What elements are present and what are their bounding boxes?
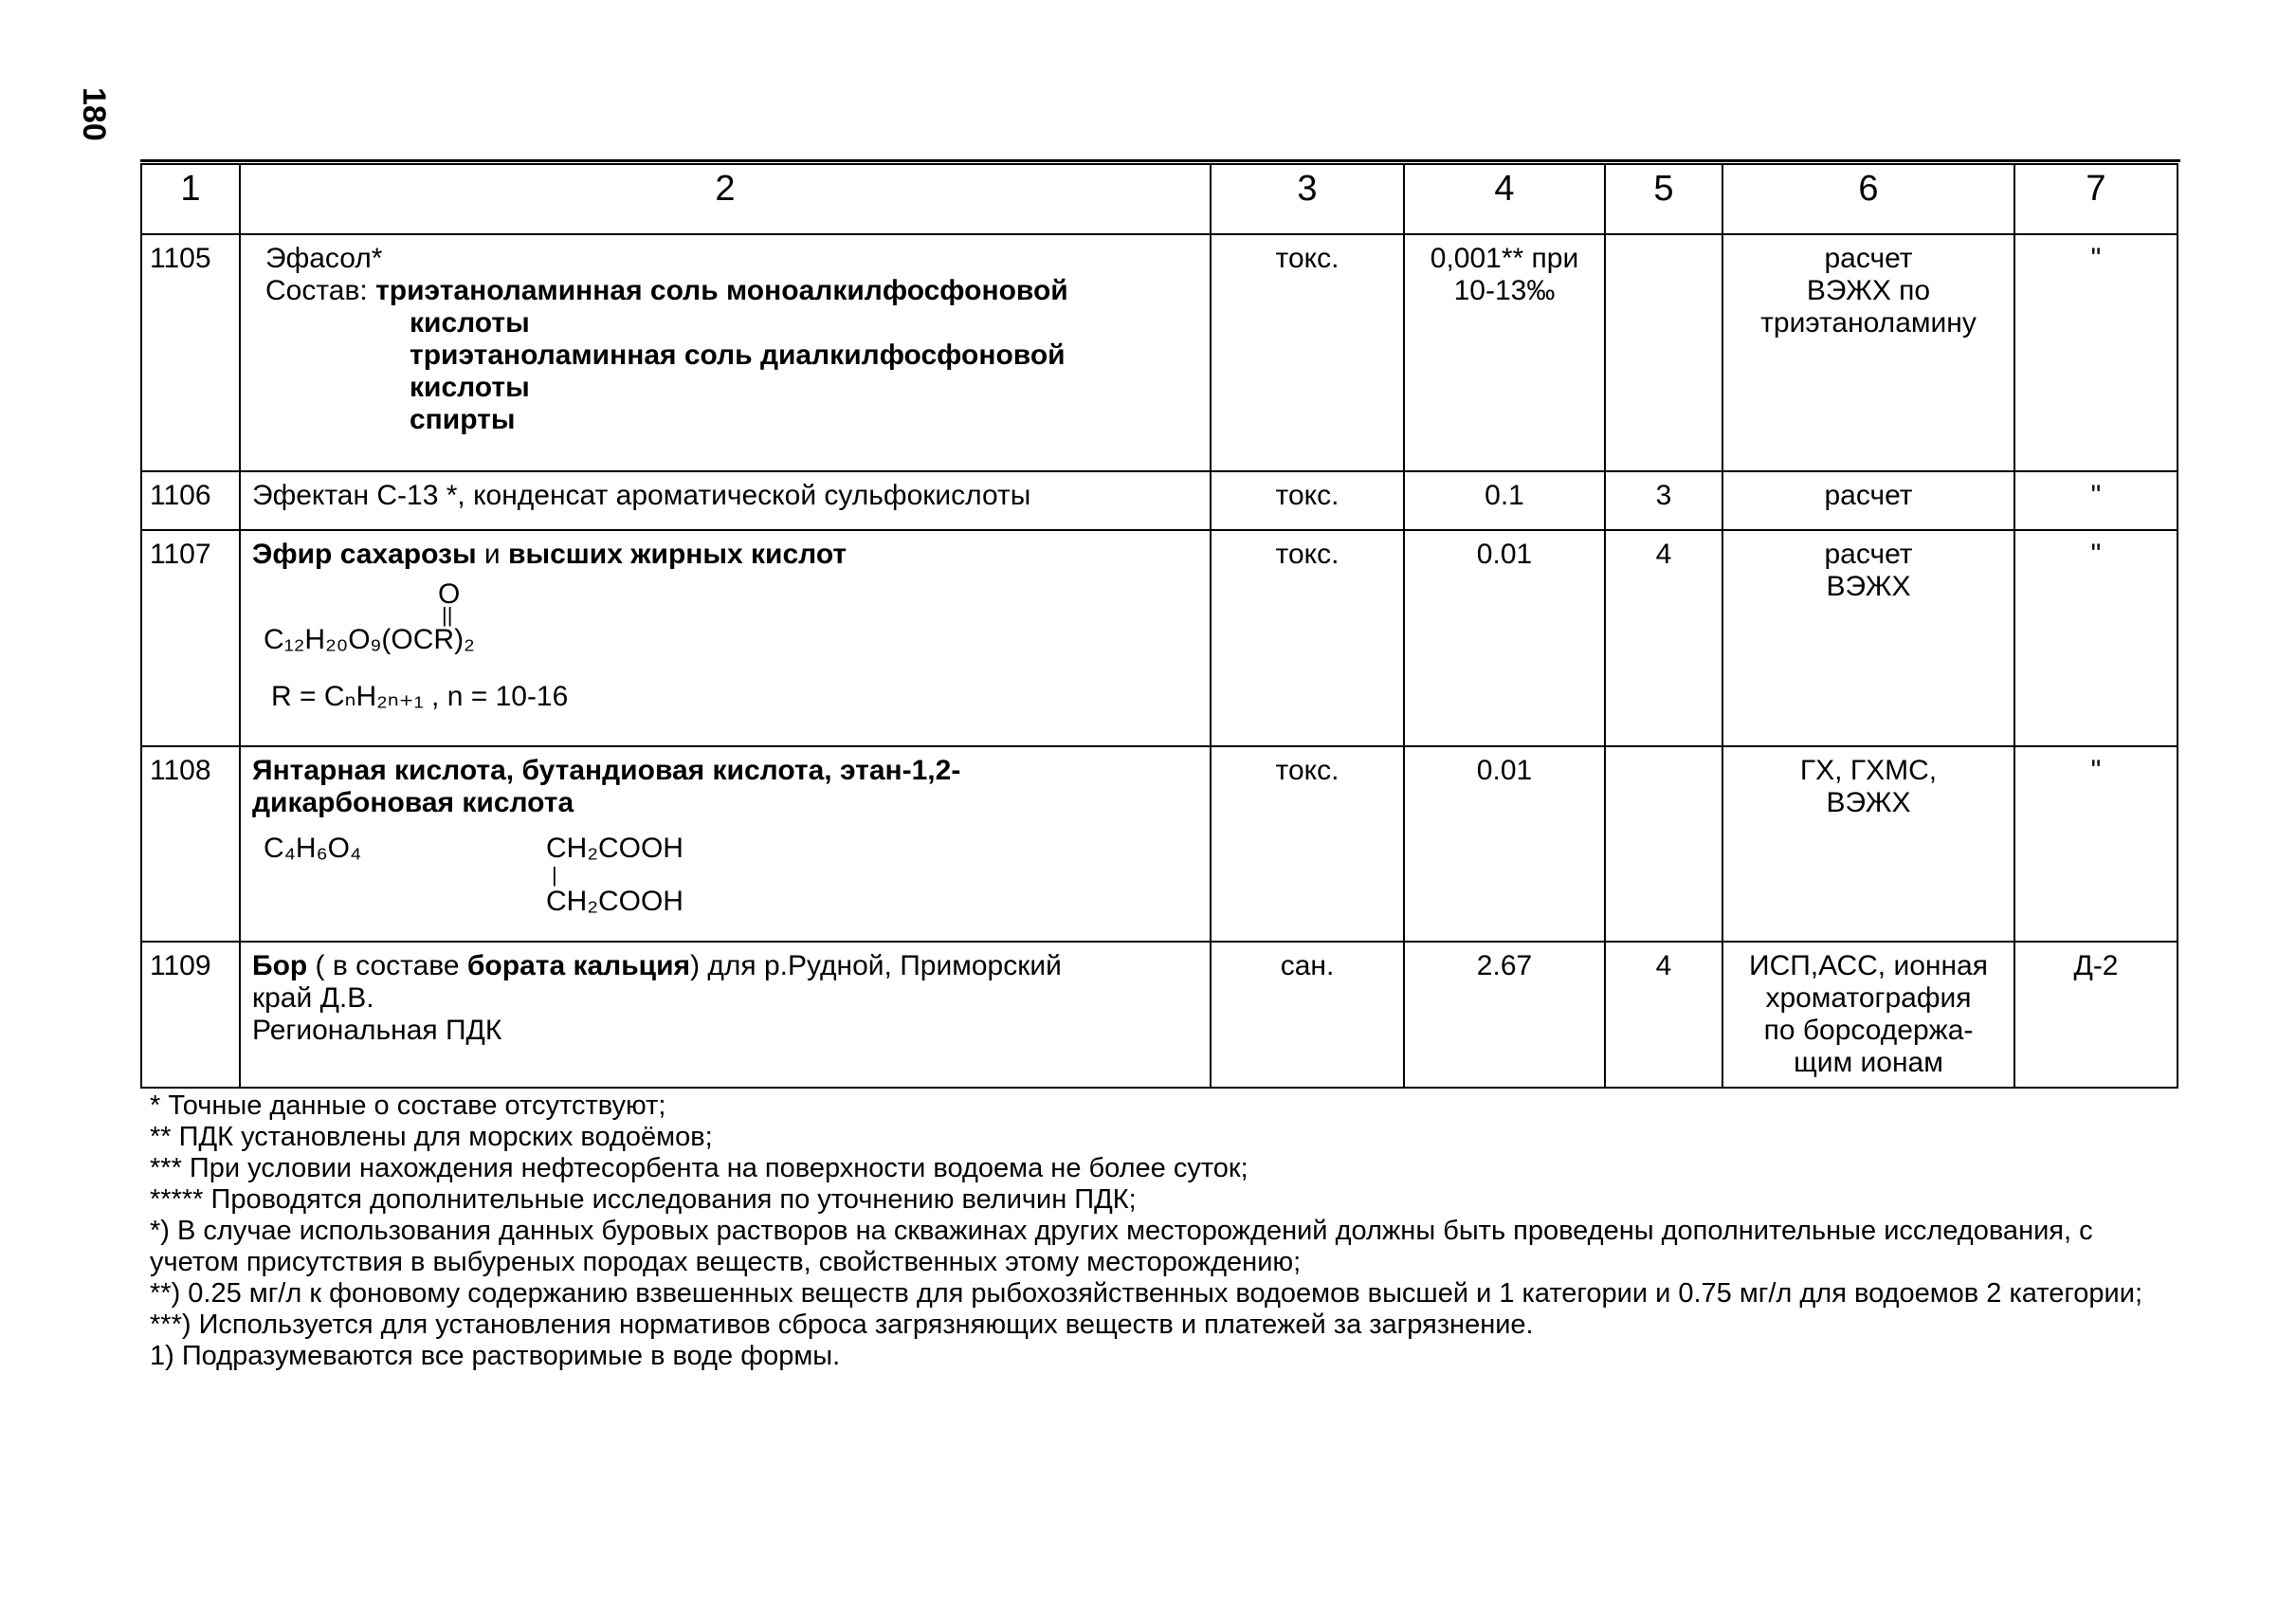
- class-cell: 3: [1605, 471, 1722, 530]
- substance-region: край Д.В.: [252, 982, 374, 1014]
- top-rule: [140, 159, 2180, 162]
- table-row: [141, 530, 2178, 746]
- method-cell: [1722, 746, 2014, 942]
- composition-item: спирты: [410, 404, 516, 435]
- footnote: *) В случае использования данных буровых растворов на скважинах других месторождений должны быть проведены дополнительные исследования, с учетом присутствия в выбуреных породах веществ, свойственных этому месторождению;: [150, 1216, 2093, 1277]
- table-row: [141, 746, 2178, 942]
- composition-item: кислоты: [410, 307, 530, 339]
- method-line: щим ионам: [1794, 1047, 1943, 1078]
- footnote: ***) Используется для установления нормативов сброса загрязняющих веществ и платежей за загрязнение.: [150, 1310, 1534, 1340]
- formula-gross: C₄H₆O₄: [264, 833, 362, 864]
- name-part: ) для р.Рудной, Приморский: [690, 950, 1062, 981]
- formula-top: CH₂COOH: [546, 833, 683, 864]
- formula-main: C₁₂H₂₀O₉(OCR)₂: [264, 624, 475, 655]
- substance-name: Эфектан С-13 *, конденсат ароматической сульфокислоты: [240, 471, 1211, 530]
- footnote: *** При условии нахождения нефтесорбента на поверхности водоема не более суток;: [150, 1153, 1248, 1183]
- hazard-cell: токс.: [1211, 746, 1404, 942]
- class-cell: [1605, 746, 1722, 942]
- method-line: ГХ, ГХМС,: [1799, 755, 1938, 786]
- substance-name: Эфасол*: [265, 243, 383, 274]
- row-number: 1105: [141, 234, 240, 471]
- formula-oxygen: O: [438, 578, 461, 610]
- method-line: триэтаноламину: [1760, 307, 1977, 339]
- formula-double-bond: ||: [442, 603, 453, 627]
- substance-cell: [240, 942, 1211, 1088]
- hazard-cell: токс.: [1211, 234, 1404, 471]
- row-number: 1109: [141, 942, 240, 1088]
- name-part: Бор: [252, 950, 308, 981]
- substance-name: [252, 539, 1198, 571]
- name-part: высших жирных кислот: [508, 539, 847, 570]
- footnote: * Точные данные о составе отсутствуют;: [150, 1090, 666, 1121]
- structural-formula: [252, 571, 1198, 713]
- col-header: 1: [141, 164, 240, 234]
- formula-bottom: CH₂COOH: [546, 886, 683, 917]
- row-number: 1106: [141, 471, 240, 530]
- table-row: [141, 471, 2178, 530]
- method-cell: [1722, 942, 2014, 1088]
- footnote: ***** Проводятся дополнительные исследования по уточнению величин ПДК;: [150, 1184, 1137, 1215]
- structural-formula: [252, 819, 1198, 925]
- col-header: 2: [240, 164, 1211, 234]
- composition-item: триэтаноламинная соль диалкилфосфоновой: [410, 339, 1066, 371]
- method-line: ИСП,АСС, ионная: [1749, 950, 1988, 981]
- composition-label: Состав:: [265, 275, 368, 306]
- composition-item: кислоты: [410, 372, 530, 403]
- pdk-cell: 2.67: [1404, 942, 1605, 1088]
- method-line: расчет: [1824, 539, 1913, 570]
- ref-cell: ": [2014, 471, 2178, 530]
- col-header: 3: [1211, 164, 1404, 234]
- method-line: хроматография: [1765, 982, 1972, 1014]
- substance-name: дикарбоновая кислота: [252, 787, 574, 818]
- class-cell: 4: [1605, 530, 1722, 746]
- row-number: 1108: [141, 746, 240, 942]
- substance-note: Региональная ПДК: [252, 1015, 502, 1046]
- name-part: Эфир сахарозы: [252, 539, 477, 570]
- pdk-note: 10-13‰: [1453, 275, 1556, 306]
- substance-cell: [240, 530, 1211, 746]
- hazard-cell: токс.: [1211, 471, 1404, 530]
- pdk-cell: 0.1: [1404, 471, 1605, 530]
- ref-cell: Д-2: [2014, 942, 2178, 1088]
- substance-name: [252, 950, 1198, 982]
- page-number: 180: [76, 87, 112, 141]
- ref-cell: ": [2014, 234, 2178, 471]
- col-header: 4: [1404, 164, 1605, 234]
- formula-radical: R = CₙH₂ₙ₊₁ , n = 10-16: [271, 681, 569, 712]
- substance-cell: [240, 234, 1211, 471]
- method-line: по борсодержа-: [1763, 1015, 1974, 1046]
- table-row: [141, 942, 2178, 1088]
- pdk-cell: 0.01: [1404, 746, 1605, 942]
- substance-name: Янтарная кислота, бутандиовая кислота, этан-1,2-: [252, 755, 961, 786]
- ref-cell: ": [2014, 746, 2178, 942]
- substance-cell: [240, 746, 1211, 942]
- pdk-cell: [1404, 234, 1605, 471]
- ref-cell: ": [2014, 530, 2178, 746]
- name-part: ( в составе: [307, 950, 467, 981]
- footnotes: [150, 1090, 2159, 1372]
- col-header: 5: [1605, 164, 1722, 234]
- method-cell: [1722, 530, 2014, 746]
- col-header: 6: [1722, 164, 2014, 234]
- method-cell: расчет: [1722, 471, 2014, 530]
- name-part: бората кальция: [466, 950, 691, 981]
- substances-table: [140, 163, 2178, 1089]
- col-header: 7: [2014, 164, 2178, 234]
- pdk-value: 0,001** при: [1430, 243, 1579, 274]
- method-cell: [1722, 234, 2014, 471]
- hazard-cell: сан.: [1211, 942, 1404, 1088]
- method-line: ВЭЖХ: [1826, 571, 1911, 602]
- formula-bond: |: [552, 863, 557, 887]
- footnote: ** ПДК установлены для морских водоёмов;: [150, 1122, 713, 1152]
- table-row: [141, 234, 2178, 471]
- composition-line: [265, 275, 1198, 307]
- row-number: 1107: [141, 530, 240, 746]
- method-line: ВЭЖХ по: [1806, 275, 1931, 306]
- composition-item: триэтаноламинная соль моноалкилфосфоновой: [375, 275, 1068, 306]
- footnote: **) 0.25 мг/л к фоновому содержанию взвешенных веществ для рыбохозяйственных водоемов высшей и 1 категории и 0.75 мг/л для водоемов 2 категории;: [150, 1278, 2143, 1309]
- header-row: [141, 164, 2178, 234]
- method-line: ВЭЖХ: [1826, 787, 1911, 818]
- class-cell: [1605, 234, 1722, 471]
- pdk-cell: 0.01: [1404, 530, 1605, 746]
- footnote: 1) Подразумеваются все растворимые в воде формы.: [150, 1341, 841, 1371]
- hazard-cell: токс.: [1211, 530, 1404, 746]
- name-part: и: [476, 539, 509, 570]
- class-cell: 4: [1605, 942, 1722, 1088]
- method-line: расчет: [1824, 243, 1913, 274]
